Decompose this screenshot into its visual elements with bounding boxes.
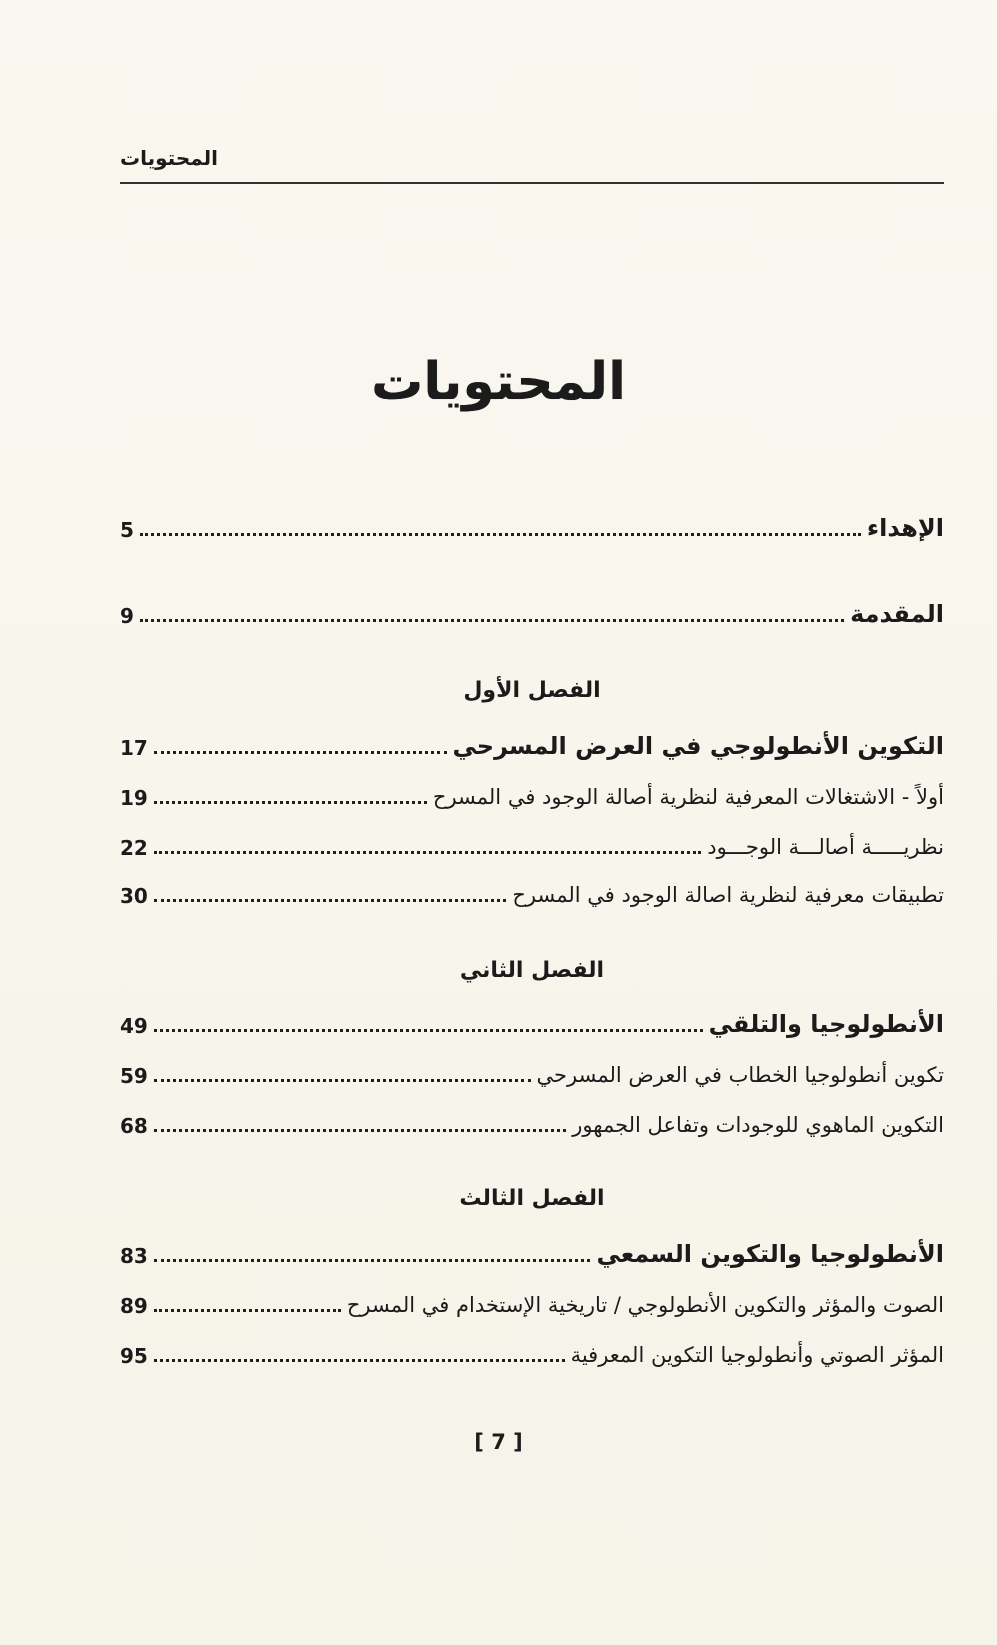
toc-entry-label: الصوت والمؤثر والتكوين الأنطولوجي / تاريخية الإستخدام في المسرح	[346, 1293, 944, 1317]
page-title: المحتويات	[371, 352, 626, 412]
toc-entry-page: 59	[120, 1064, 148, 1088]
toc-entry-label: تكوين أنطولوجيا الخطاب في العرض المسرحي	[536, 1063, 944, 1087]
dot-leader	[154, 1309, 341, 1312]
toc-entry-label: الأنطولوجيا والتكوين السمعي	[596, 1240, 944, 1268]
toc-entry	[120, 1000, 944, 1036]
toc-entry	[120, 722, 944, 758]
toc-entry-page: 22	[120, 836, 148, 860]
toc-entry-page: 5	[120, 518, 134, 542]
toc-entry-page: 89	[120, 1294, 148, 1318]
toc-entry	[120, 1100, 944, 1136]
dot-leader	[154, 1259, 591, 1262]
toc-entry-page: 19	[120, 786, 148, 810]
toc-entry-page: 17	[120, 736, 148, 760]
dot-leader	[154, 1029, 703, 1032]
toc-entry-introduction	[120, 590, 944, 626]
running-head: المحتويات	[120, 146, 219, 170]
page-header	[120, 146, 944, 184]
toc-entry-page: 49	[120, 1014, 148, 1038]
toc-entry-label: نظريـــــة أصالـــة الوجـــود	[707, 835, 944, 859]
toc-entry-label: التكوين الأنطولوجي في العرض المسرحي	[452, 732, 944, 760]
toc-entry-label: التكوين الماهوي للوجودات وتفاعل الجمهور	[572, 1113, 944, 1137]
toc-entry-dedication	[120, 504, 944, 540]
dot-leader	[140, 533, 861, 536]
dot-leader	[154, 1359, 565, 1362]
chapter-3-title: الفصل الثالث	[459, 1186, 605, 1211]
dot-leader	[154, 899, 507, 902]
dot-leader	[154, 801, 427, 804]
toc-entry-page: 9	[120, 604, 134, 628]
toc-entry-page: 30	[120, 884, 148, 908]
toc-entry-label: الأنطولوجيا والتلقي	[708, 1010, 944, 1038]
toc-entry	[120, 1330, 944, 1366]
page-number: [ 7 ]	[474, 1430, 523, 1454]
toc-entry-page: 83	[120, 1244, 148, 1268]
dot-leader	[154, 851, 701, 854]
toc-entry-label: أولاً - الاشتغالات المعرفية لنظرية أصالة الوجود في المسرح	[432, 785, 944, 809]
dot-leader	[154, 751, 447, 754]
toc-entry	[120, 1050, 944, 1086]
toc-entry-page: 95	[120, 1344, 148, 1368]
chapter-1-title: الفصل الأول	[463, 678, 601, 703]
toc-entry-label: الإهداء	[866, 514, 944, 542]
toc-entry	[120, 822, 944, 858]
toc-entry-label: تطبيقات معرفية لنظرية اصالة الوجود في المسرح	[512, 883, 944, 907]
toc-entry	[120, 1230, 944, 1266]
dot-leader	[154, 1129, 566, 1132]
chapter-2-title: الفصل الثاني	[459, 958, 605, 983]
toc-entry	[120, 870, 944, 906]
toc-entry-page: 68	[120, 1114, 148, 1138]
dot-leader	[140, 619, 844, 622]
toc-entry-label: المقدمة	[850, 600, 944, 628]
toc-entry-label: المؤثر الصوتي وأنطولوجيا التكوين المعرفية	[570, 1343, 944, 1367]
toc-entry	[120, 772, 944, 808]
dot-leader	[154, 1079, 531, 1082]
toc-entry	[120, 1280, 944, 1316]
